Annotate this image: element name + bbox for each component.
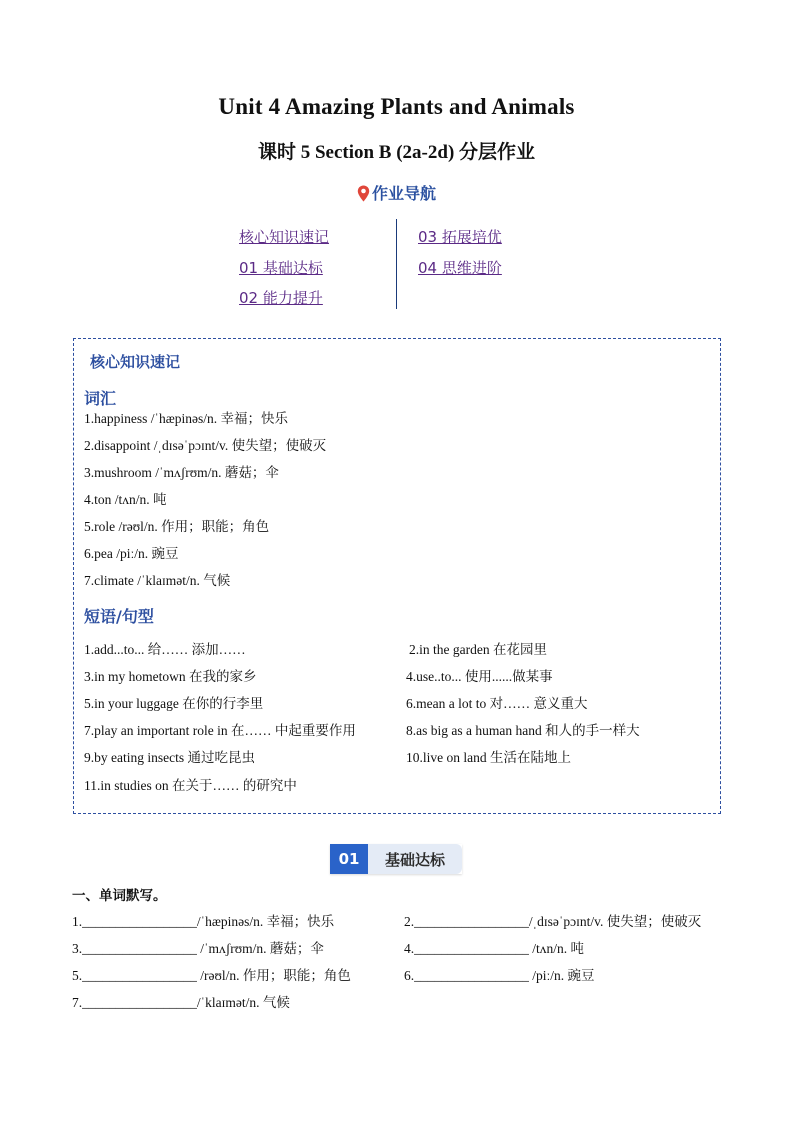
exercise-item: 2._________________/ˌdɪsəˈpɔɪnt/v. 使失望；使破灭 — [404, 914, 702, 929]
vocab-item: 6.pea /piː/n. 豌豆 — [84, 546, 179, 561]
nav-link-ability[interactable]: 02 能力提升 — [239, 289, 323, 307]
vocab-item: 4.ton /tʌn/n. 吨 — [84, 492, 167, 507]
nav-divider — [396, 219, 397, 309]
knowledge-heading: 核心知识速记 — [90, 353, 181, 371]
phrase-item: 3.in my hometown 在我的家乡 — [84, 669, 257, 684]
exercise-item: 7._________________/ˈklaɪmət/n. 气候 — [72, 995, 290, 1010]
exercise-item: 3._________________ /ˈmʌʃrʊm/n. 蘑菇；伞 — [72, 941, 324, 956]
page-subtitle: 课时 5 Section B (2a-2d) 分层作业 — [257, 142, 536, 163]
map-pin-icon — [357, 185, 370, 206]
page-title: Unit 4 Amazing Plants and Animals — [218, 94, 575, 119]
phrase-item: 11.in studies on 在关于…… 的研究中 — [84, 778, 297, 793]
phrase-item: 2.in the garden 在花园里 — [409, 642, 547, 657]
phrase-item: 10.live on land 生活在陆地上 — [406, 750, 571, 765]
phrases-heading: 短语/句型 — [84, 607, 154, 626]
vocab-item: 1.happiness /ˈhæpinəs/n. 幸福；快乐 — [84, 411, 288, 426]
vocab-item: 2.disappoint /ˌdɪsəˈpɔɪnt/v. 使失望；使破灭 — [84, 438, 327, 453]
phrase-item: 5.in your luggage 在你的行李里 — [84, 696, 264, 711]
vocab-heading: 词汇 — [84, 389, 117, 408]
nav-heading — [0, 181, 793, 206]
vocab-item: 7.climate /ˈklaɪmət/n. 气候 — [84, 573, 231, 588]
exercise-item: 4._________________ /tʌn/n. 吨 — [404, 941, 585, 956]
exercise-heading: 一、单词默写。 — [72, 888, 167, 904]
exercise-item: 5._________________ /rəʊl/n. 作用；职能；角色 — [72, 968, 351, 983]
phrase-item: 7.play an important role in 在…… 中起重要作用 — [84, 723, 356, 738]
phrase-item: 6.mean a lot to 对…… 意义重大 — [406, 696, 588, 711]
vocab-item: 3.mushroom /ˈmʌʃrʊm/n. 蘑菇；伞 — [84, 465, 279, 480]
nav-link-basic[interactable]: 01 基础达标 — [239, 259, 323, 277]
exercise-item: 1._________________/ˈhæpinəs/n. 幸福；快乐 — [72, 914, 335, 929]
phrase-item: 8.as big as a human hand 和人的手一样大 — [406, 723, 640, 738]
phrase-item: 1.add...to... 给…… 添加…… — [84, 642, 246, 657]
section-label: 基础达标 — [368, 844, 462, 874]
exercise-item: 6._________________ /piː/n. 豌豆 — [404, 968, 595, 983]
vocab-item: 5.role /rəʊl/n. 作用；职能；角色 — [84, 519, 270, 534]
phrase-item: 9.by eating insects 通过吃昆虫 — [84, 750, 255, 765]
phrase-item: 4.use..to... 使用......做某事 — [406, 669, 553, 684]
section-number: 01 — [330, 844, 368, 874]
nav-heading-label: 作业导航 — [371, 184, 436, 203]
nav-link-core-knowledge[interactable]: 核心知识速记 — [239, 228, 330, 246]
nav-link-extension[interactable]: 03 拓展培优 — [418, 228, 502, 246]
nav-link-thinking[interactable]: 04 思维进阶 — [418, 259, 502, 277]
section-badge — [330, 844, 462, 874]
